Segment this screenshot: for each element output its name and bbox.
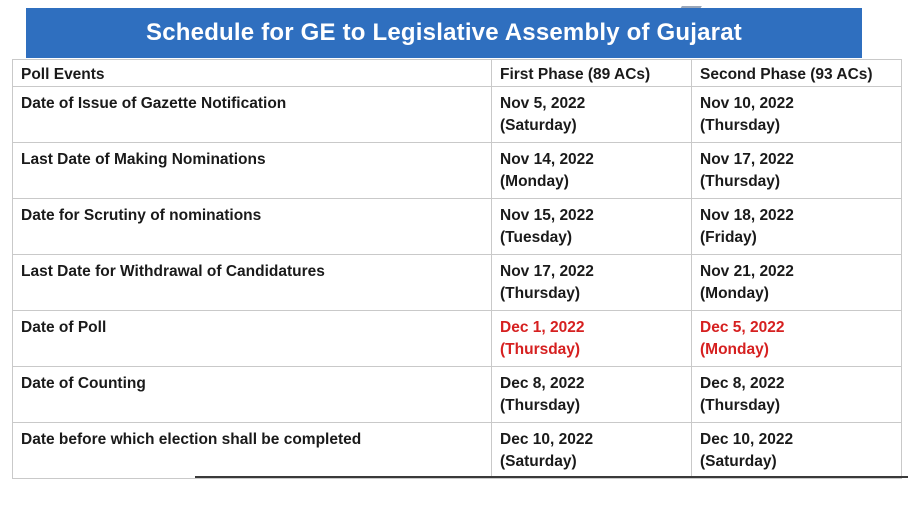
schedule-table-container [12,59,900,479]
date-text: Nov 21, 2022 [700,263,794,280]
table-row [13,143,902,199]
first-phase-cell [492,367,692,423]
second-phase-cell [692,367,902,423]
column-header-first-phase: First Phase (89 ACs) [492,60,692,87]
logo-fragment-icon [681,0,706,8]
day-text: (Friday) [700,229,757,246]
day-text: (Thursday) [500,341,581,358]
date-text: Nov 10, 2022 [700,95,794,112]
day-text: (Saturday) [500,117,577,134]
second-phase-cell [692,87,902,143]
date-text: Dec 1, 2022 [500,319,585,336]
table-header-row [13,60,902,87]
day-text: (Saturday) [700,453,777,470]
second-phase-cell [692,255,902,311]
table-row [13,199,902,255]
schedule-table [12,59,902,479]
event-cell: Date before which election shall be completed [13,423,492,479]
table-row [13,255,902,311]
second-phase-cell [692,423,902,479]
date-text: Dec 8, 2022 [700,375,785,392]
second-phase-cell-highlight [692,311,902,367]
first-phase-cell [492,87,692,143]
day-text: (Tuesday) [500,229,573,246]
date-text: Nov 15, 2022 [500,207,594,224]
second-phase-cell [692,199,902,255]
day-text: (Monday) [500,173,569,190]
event-cell: Last Date of Making Nominations [13,143,492,199]
day-text: (Thursday) [700,397,781,414]
page-title: Schedule for GE to Legislative Assembly of Gujarat [26,8,862,58]
table-row [13,87,902,143]
date-text: Nov 14, 2022 [500,151,594,168]
day-text: (Thursday) [700,173,781,190]
event-cell: Date of Issue of Gazette Notification [13,87,492,143]
second-phase-cell [692,143,902,199]
day-text: (Monday) [700,341,769,358]
table-row [13,367,902,423]
day-text: (Thursday) [500,285,581,302]
day-text: (Thursday) [700,117,781,134]
day-text: (Monday) [700,285,769,302]
first-phase-cell [492,423,692,479]
first-phase-cell [492,255,692,311]
day-text: (Saturday) [500,453,577,470]
date-text: Dec 5, 2022 [700,319,785,336]
day-text: (Thursday) [500,397,581,414]
date-text: Nov 18, 2022 [700,207,794,224]
date-text: Nov 5, 2022 [500,95,586,112]
date-text: Dec 10, 2022 [700,431,794,448]
column-header-second-phase: Second Phase (93 ACs) [692,60,902,87]
table-row-date-of-poll [13,311,902,367]
first-phase-cell [492,143,692,199]
event-cell: Date for Scrutiny of nominations [13,199,492,255]
table-row [13,423,902,479]
bottom-divider [195,476,908,478]
column-header-poll-events: Poll Events [13,60,492,87]
first-phase-cell-highlight [492,311,692,367]
event-cell: Last Date for Withdrawal of Candidatures [13,255,492,311]
date-text: Dec 10, 2022 [500,431,594,448]
event-cell: Date of Counting [13,367,492,423]
event-cell: Date of Poll [13,311,492,367]
date-text: Dec 8, 2022 [500,375,585,392]
date-text: Nov 17, 2022 [500,263,594,280]
first-phase-cell [492,199,692,255]
date-text: Nov 17, 2022 [700,151,794,168]
